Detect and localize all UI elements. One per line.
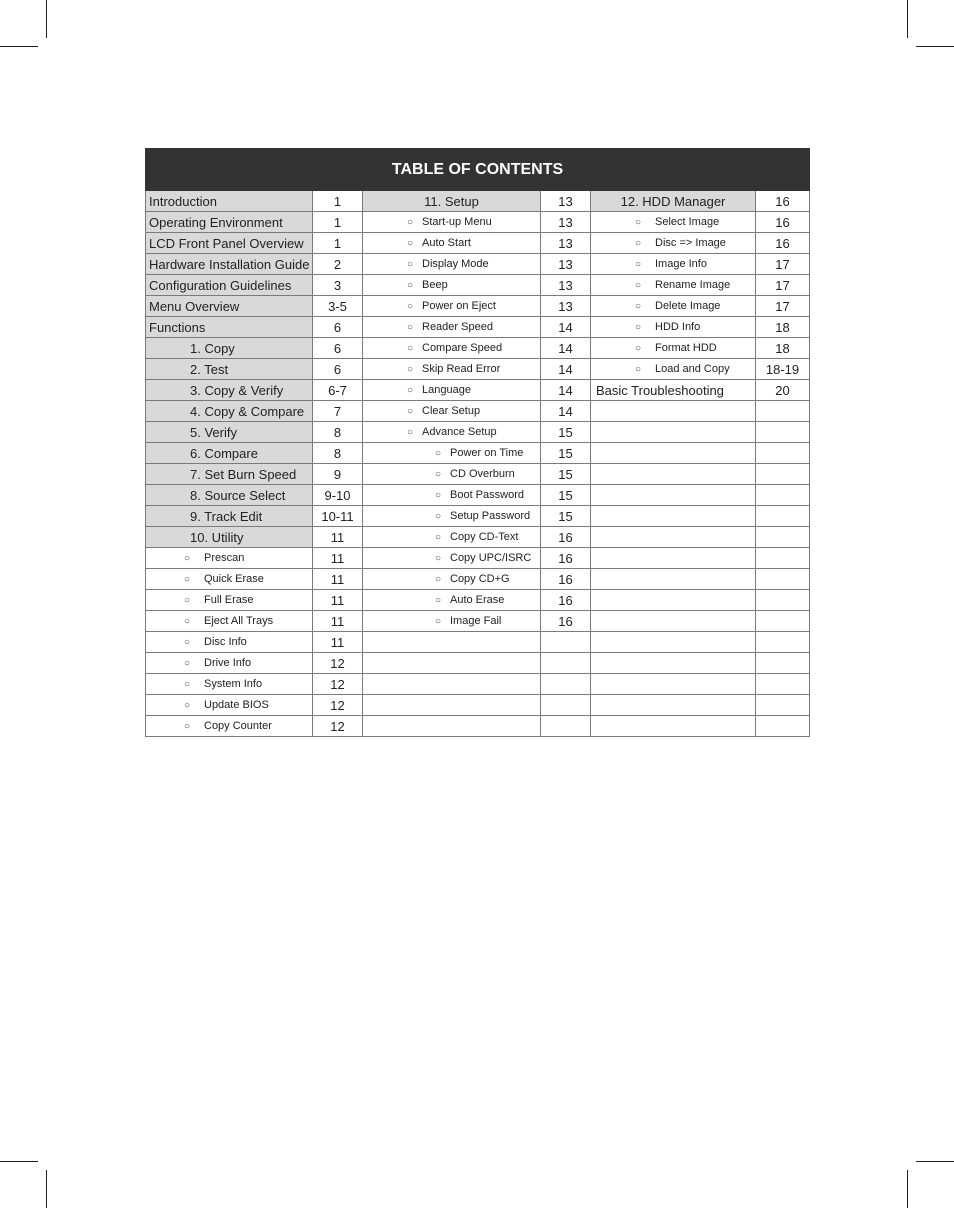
- toc-entry[interactable]: 9. Track Edit: [146, 506, 313, 527]
- toc-entry[interactable]: Delete Image: [655, 300, 721, 312]
- toc-page: 16: [541, 548, 591, 569]
- toc-entry[interactable]: Copy UPC/ISRC: [450, 552, 532, 564]
- toc-entry[interactable]: Quick Erase: [204, 573, 264, 585]
- table-row: [146, 443, 810, 464]
- table-row: [146, 548, 810, 569]
- toc-page: 17: [756, 275, 810, 296]
- bullet-icon: ○: [407, 427, 414, 438]
- crop-mark: [0, 1161, 38, 1162]
- table-row: [146, 674, 810, 695]
- bullet-icon: ○: [407, 301, 414, 312]
- toc-page: [756, 674, 810, 695]
- toc-entry: [363, 695, 541, 716]
- toc-page: [756, 548, 810, 569]
- toc-page: [541, 695, 591, 716]
- toc-entry[interactable]: Advance Setup: [422, 426, 497, 438]
- bullet-icon: ○: [635, 301, 642, 312]
- toc-page: [541, 716, 591, 737]
- toc-entry[interactable]: Reader Speed: [422, 321, 493, 333]
- table-row: [146, 632, 810, 653]
- bullet-icon: ○: [407, 385, 414, 396]
- bullet-icon: ○: [407, 343, 414, 354]
- toc-entry[interactable]: Power on Eject: [422, 300, 496, 312]
- bullet-icon: ○: [435, 616, 442, 627]
- toc-entry[interactable]: Prescan: [204, 552, 245, 564]
- toc-entry[interactable]: Boot Password: [450, 489, 524, 501]
- bullet-icon: ○: [407, 364, 414, 375]
- toc-page: 8: [313, 443, 363, 464]
- toc-entry[interactable]: CD Overburn: [450, 468, 515, 480]
- toc-page: 6: [313, 359, 363, 380]
- toc-page: 17: [756, 296, 810, 317]
- toc-entry[interactable]: Image Fail: [450, 615, 502, 627]
- bullet-icon: ○: [435, 595, 442, 606]
- toc-entry: [363, 674, 541, 695]
- table-row: [146, 422, 810, 443]
- toc-page: 15: [541, 443, 591, 464]
- crop-mark: [916, 46, 954, 47]
- toc-page: 1: [313, 233, 363, 254]
- crop-mark: [0, 46, 38, 47]
- toc-page: 13: [541, 233, 591, 254]
- bullet-icon: ○: [184, 700, 191, 711]
- toc-entry[interactable]: Eject All Trays: [204, 615, 274, 627]
- toc-entry: [591, 422, 756, 443]
- toc-entry[interactable]: Setup Password: [450, 510, 531, 522]
- toc-entry[interactable]: System Info: [204, 678, 263, 690]
- toc-page: 14: [541, 401, 591, 422]
- toc-entry[interactable]: 8. Source Select: [146, 485, 313, 506]
- bullet-icon: ○: [184, 637, 191, 648]
- toc-page: 11: [313, 611, 363, 632]
- table-row: [146, 569, 810, 590]
- table-row: [146, 590, 810, 611]
- toc-entry[interactable]: Select Image: [655, 216, 720, 228]
- bullet-icon: ○: [184, 658, 191, 669]
- bullet-icon: ○: [635, 259, 642, 270]
- toc-entry[interactable]: 10. Utility: [146, 527, 313, 548]
- crop-mark: [46, 1170, 47, 1208]
- toc-page: 15: [541, 506, 591, 527]
- table-row: [146, 464, 810, 485]
- table-row: [146, 401, 810, 422]
- toc-page: 18: [756, 317, 810, 338]
- toc-entry: [591, 506, 756, 527]
- toc-title: TABLE OF CONTENTS: [146, 149, 810, 191]
- toc-entry: [591, 653, 756, 674]
- toc-header-row: [146, 149, 810, 191]
- toc-entry[interactable]: Auto Start: [422, 237, 471, 249]
- table-row: [146, 296, 810, 317]
- toc-page: [756, 716, 810, 737]
- toc-entry: [591, 548, 756, 569]
- table-row: [146, 275, 810, 296]
- bullet-icon: ○: [635, 322, 642, 333]
- toc-entry[interactable]: Functions: [146, 317, 313, 338]
- toc-entry: [591, 485, 756, 506]
- table-row: [146, 506, 810, 527]
- toc-page: 6-7: [313, 380, 363, 401]
- table-row: [146, 212, 810, 233]
- table-row: [146, 653, 810, 674]
- toc-page: 16: [541, 611, 591, 632]
- toc-page: 6: [313, 317, 363, 338]
- toc-page: 9-10: [313, 485, 363, 506]
- toc-entry[interactable]: 4. Copy & Compare: [146, 401, 313, 422]
- toc-entry[interactable]: Basic Troubleshooting: [591, 380, 756, 401]
- toc-entry[interactable]: Introduction: [146, 191, 313, 212]
- table-row: [146, 695, 810, 716]
- toc-entry: [591, 695, 756, 716]
- toc-entry[interactable]: Menu Overview: [146, 296, 313, 317]
- bullet-icon: ○: [184, 721, 191, 732]
- toc-page: [756, 422, 810, 443]
- toc-entry[interactable]: Start-up Menu: [422, 216, 492, 228]
- toc-page: 17: [756, 254, 810, 275]
- toc-page: [756, 632, 810, 653]
- bullet-icon: ○: [407, 280, 414, 291]
- table-row: [146, 317, 810, 338]
- toc-entry[interactable]: Drive Info: [204, 657, 252, 669]
- toc-entry[interactable]: LCD Front Panel Overview: [146, 233, 313, 254]
- toc-entry[interactable]: 2. Test: [146, 359, 313, 380]
- toc-entry[interactable]: 6. Compare: [146, 443, 313, 464]
- table-row: [146, 485, 810, 506]
- toc-page: 8: [313, 422, 363, 443]
- toc-entry[interactable]: 12. HDD Manager: [591, 191, 756, 212]
- table-row: [146, 191, 810, 212]
- toc-page: [541, 632, 591, 653]
- toc-page: [756, 590, 810, 611]
- toc-page: 3-5: [313, 296, 363, 317]
- toc-entry: [591, 632, 756, 653]
- toc-entry[interactable]: 7. Set Burn Speed: [146, 464, 313, 485]
- table-row: [146, 359, 810, 380]
- toc-page: [756, 527, 810, 548]
- toc-entry[interactable]: 11. Setup: [363, 191, 541, 212]
- toc-page: [756, 695, 810, 716]
- bullet-icon: ○: [635, 364, 642, 375]
- toc-entry[interactable]: 1. Copy: [146, 338, 313, 359]
- toc-entry: [363, 632, 541, 653]
- toc-entry: [591, 464, 756, 485]
- bullet-icon: ○: [407, 259, 414, 270]
- crop-mark: [916, 1161, 954, 1162]
- toc-entry: [591, 569, 756, 590]
- bullet-icon: ○: [407, 238, 414, 249]
- toc-page: 12: [313, 674, 363, 695]
- toc-page: [541, 674, 591, 695]
- bullet-icon: ○: [635, 217, 642, 228]
- table-row: [146, 254, 810, 275]
- toc-page: 14: [541, 317, 591, 338]
- toc-entry[interactable]: Load and Copy: [655, 363, 730, 375]
- toc-page: [756, 485, 810, 506]
- table-row: [146, 527, 810, 548]
- toc-page: [756, 569, 810, 590]
- toc-page: [756, 401, 810, 422]
- toc-entry[interactable]: Configuration Guidelines: [146, 275, 313, 296]
- bullet-icon: ○: [435, 469, 442, 480]
- bullet-icon: ○: [435, 574, 442, 585]
- toc-page: [756, 506, 810, 527]
- toc-entry: [591, 590, 756, 611]
- toc-entry[interactable]: Clear Setup: [422, 405, 481, 417]
- toc-entry[interactable]: Rename Image: [655, 279, 731, 291]
- toc-page: 3: [313, 275, 363, 296]
- table-row: [146, 611, 810, 632]
- toc-entry: [591, 611, 756, 632]
- toc-page: 2: [313, 254, 363, 275]
- toc-page: 11: [313, 632, 363, 653]
- toc-entry[interactable]: Language: [422, 384, 471, 396]
- toc-entry[interactable]: Auto Erase: [450, 594, 505, 606]
- toc-entry[interactable]: Disc => Image: [655, 237, 726, 249]
- toc-entry[interactable]: 5. Verify: [146, 422, 313, 443]
- bullet-icon: ○: [635, 280, 642, 291]
- toc-page: 12: [313, 716, 363, 737]
- toc-page: 16: [541, 527, 591, 548]
- toc-entry: [363, 716, 541, 737]
- toc-page: 13: [541, 275, 591, 296]
- toc-page: 6: [313, 338, 363, 359]
- crop-mark: [907, 1170, 908, 1208]
- toc-entry: [591, 716, 756, 737]
- bullet-icon: ○: [184, 574, 191, 585]
- toc-page: 16: [756, 191, 810, 212]
- table-of-contents: [145, 148, 810, 737]
- toc-entry[interactable]: Copy Counter: [204, 720, 272, 732]
- table-row: [146, 338, 810, 359]
- toc-page: 18-19: [756, 359, 810, 380]
- toc-entry[interactable]: Compare Speed: [422, 342, 503, 354]
- bullet-icon: ○: [635, 238, 642, 249]
- bullet-icon: ○: [435, 511, 442, 522]
- toc-entry: [591, 401, 756, 422]
- toc-entry[interactable]: Skip Read Error: [422, 363, 501, 375]
- toc-page: 16: [541, 590, 591, 611]
- toc-page: 1: [313, 191, 363, 212]
- toc-entry[interactable]: Hardware Installation Guide: [146, 254, 313, 275]
- toc-page: 15: [541, 464, 591, 485]
- toc-page: 12: [313, 653, 363, 674]
- toc-page: 11: [313, 548, 363, 569]
- bullet-icon: ○: [184, 616, 191, 627]
- toc-page: [756, 653, 810, 674]
- toc-entry[interactable]: Copy CD-Text: [450, 531, 519, 543]
- bullet-icon: ○: [435, 532, 442, 543]
- toc-page: [756, 464, 810, 485]
- toc-entry: [591, 527, 756, 548]
- bullet-icon: ○: [635, 343, 642, 354]
- toc-entry[interactable]: Operating Environment: [146, 212, 313, 233]
- toc-entry[interactable]: HDD Info: [655, 321, 701, 333]
- bullet-icon: ○: [407, 406, 414, 417]
- bullet-icon: ○: [184, 595, 191, 606]
- toc-entry[interactable]: Update BIOS: [204, 699, 269, 711]
- toc-page: [541, 653, 591, 674]
- toc-page: 10-11: [313, 506, 363, 527]
- toc-page: 14: [541, 380, 591, 401]
- toc-page: 11: [313, 569, 363, 590]
- toc-page: 7: [313, 401, 363, 422]
- toc-entry[interactable]: Image Info: [655, 258, 707, 270]
- toc-page: 14: [541, 359, 591, 380]
- toc-entry[interactable]: 3. Copy & Verify: [146, 380, 313, 401]
- toc-page: [756, 443, 810, 464]
- toc-page: 12: [313, 695, 363, 716]
- table-row: [146, 716, 810, 737]
- toc-page: 20: [756, 380, 810, 401]
- toc-page: 11: [313, 527, 363, 548]
- toc-page: [756, 611, 810, 632]
- toc-entry[interactable]: Format HDD: [655, 342, 717, 354]
- toc-entry[interactable]: Beep: [422, 279, 448, 291]
- toc-entry[interactable]: Copy CD+G: [450, 573, 510, 585]
- crop-mark: [907, 0, 908, 38]
- toc-page: 13: [541, 212, 591, 233]
- toc-entry: [591, 674, 756, 695]
- toc-page: 1: [313, 212, 363, 233]
- toc-page: 13: [541, 191, 591, 212]
- toc-page: 13: [541, 296, 591, 317]
- bullet-icon: ○: [435, 490, 442, 501]
- toc-page: 16: [756, 233, 810, 254]
- bullet-icon: ○: [407, 217, 414, 228]
- toc-page: 16: [541, 569, 591, 590]
- bullet-icon: ○: [184, 679, 191, 690]
- toc-entry: [363, 653, 541, 674]
- toc-entry: [591, 443, 756, 464]
- toc-page: 16: [756, 212, 810, 233]
- toc-page: 15: [541, 485, 591, 506]
- bullet-icon: ○: [435, 553, 442, 564]
- toc-entry[interactable]: Disc Info: [204, 636, 247, 648]
- toc-entry[interactable]: Display Mode: [422, 258, 489, 270]
- toc-page: 9: [313, 464, 363, 485]
- toc-page: 13: [541, 254, 591, 275]
- bullet-icon: ○: [407, 322, 414, 333]
- toc-entry[interactable]: Full Erase: [204, 594, 254, 606]
- toc-page: 14: [541, 338, 591, 359]
- toc-entry[interactable]: Power on Time: [450, 447, 524, 459]
- toc-page: 15: [541, 422, 591, 443]
- bullet-icon: ○: [184, 553, 191, 564]
- crop-mark: [46, 0, 47, 38]
- table-row: [146, 380, 810, 401]
- toc-page: 11: [313, 590, 363, 611]
- toc-page: 18: [756, 338, 810, 359]
- bullet-icon: ○: [435, 448, 442, 459]
- table-row: [146, 233, 810, 254]
